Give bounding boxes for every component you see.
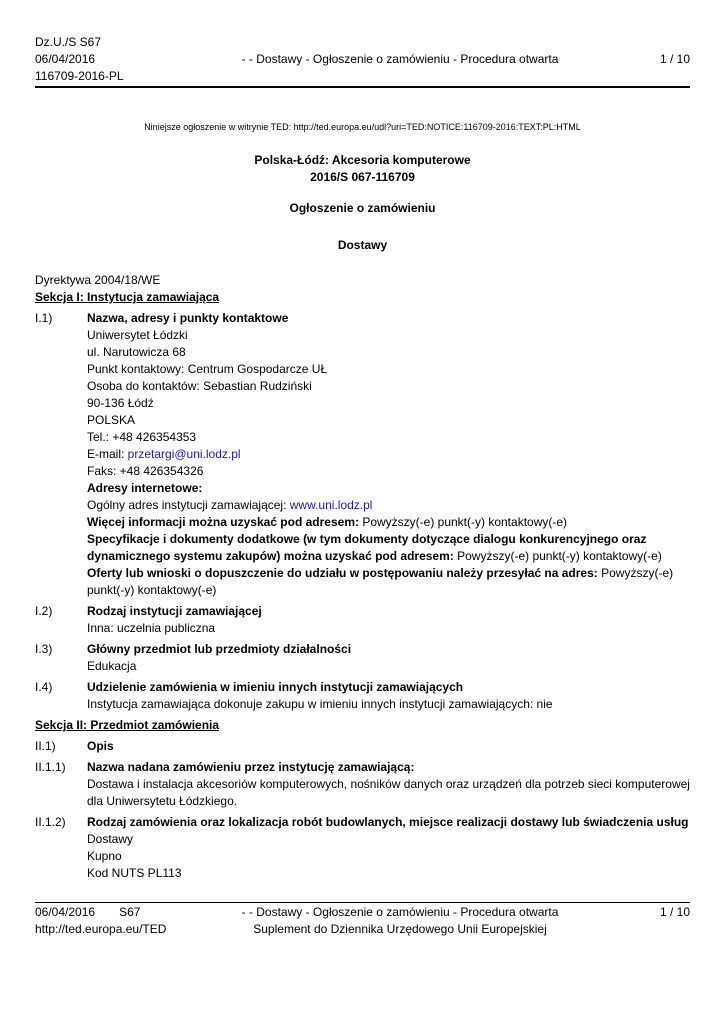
section-i2-number: I.2): [35, 604, 53, 618]
general-address-line: [87, 497, 690, 514]
fax: Faks: +48 426354326: [87, 464, 204, 478]
email-label: E-mail:: [87, 447, 128, 461]
header-left: [35, 34, 124, 85]
offers-value: Powyższy(-e) punkt(-y) kontaktowy(-e): [87, 566, 674, 597]
footer-center: [225, 904, 575, 938]
header-page-number: 1 / 10: [659, 52, 690, 66]
header-notice-number: 116709-2016-PL: [35, 69, 124, 83]
email-line: [87, 446, 690, 463]
section-ii11-number: II.1.1): [35, 760, 66, 774]
section-i2-title: Rodzaj instytucji zamawiającej: [87, 604, 262, 618]
section-ii1-number: II.1): [35, 739, 56, 753]
section-ii12-subtype: Kupno: [87, 849, 122, 863]
section-ii12-title: Rodzaj zamówienia oraz lokalizacja robót budowlanych, miejsce realizacji dostawy lub świadczenia usług: [87, 815, 689, 829]
specs-value: Powyższy(-e) punkt(-y) kontaktowy(-e): [453, 549, 662, 563]
offers-line: [87, 565, 690, 599]
footer-title: - - Dostawy - Ogłoszenie o zamówieniu - Procedura otwarta: [241, 905, 559, 919]
postal-city: 90-136 Łódź: [87, 396, 154, 410]
title-line-2: 2016/S 067-116709: [310, 170, 415, 184]
offers-label: Oferty lub wnioski o dopuszczenie do udziału w postępowaniu należy przesyłać na adres:: [87, 566, 598, 580]
section-ii11: [35, 759, 690, 810]
email-link[interactable]: przetargi@uni.lodz.pl: [127, 447, 241, 461]
general-address-link[interactable]: www.uni.lodz.pl: [289, 498, 373, 512]
section-ii12-type: Dostawy: [87, 832, 134, 846]
general-address-label: Ogólny adres instytucji zamawiającej:: [87, 498, 290, 512]
section-i4: [35, 679, 690, 713]
section-ii11-title: Nazwa nadana zamówieniu przez instytucję zamawiającą:: [87, 760, 415, 774]
header-ref: Dz.U./S S67: [35, 35, 102, 49]
section-i2-value: Inna: uczelnia publiczna: [87, 621, 216, 635]
telephone: Tel.: +48 426354353: [87, 430, 197, 444]
page-footer: [35, 902, 690, 942]
section-ii12-nuts: Kod NUTS PL113: [87, 866, 182, 880]
country: POLSKA: [87, 413, 136, 427]
footer-url[interactable]: http://ted.europa.eu/TED: [35, 922, 167, 936]
header-title: - - Dostawy - Ogłoszenie o zamówieniu - Procedura otwarta: [241, 52, 559, 66]
footer-supplement: Suplement do Dziennika Urzędowego Unii Europejskiej: [253, 922, 547, 936]
footer-ref: S67: [119, 905, 141, 919]
section-ii11-value: Dostawa i instalacja akcesoriów komputerowych, nośników danych oraz urządzeń dla potrzeb sieci komputerowej dla Uniwersytetu Łódzkiego.: [87, 777, 690, 808]
section-i4-number: I.4): [35, 680, 53, 694]
section-i4-value: Instytucja zamawiająca dokonuje zakupu w imieniu innych instytucji zamawiających: nie: [87, 697, 553, 711]
section-i4-title: Udzielenie zamówienia w imieniu innych instytucji zamawiających: [87, 680, 464, 694]
section-i3-title: Główny przedmiot lub przedmioty działalności: [87, 642, 352, 656]
footer-date: 06/04/2016: [35, 905, 96, 919]
specs-label: Specyfikacje i dokumenty dodatkowe (w tym dokumenty dotyczące dialogu konkurencyjnego oraz dynamicznego systemu zakupów) można uzyskać pod adresem:: [87, 532, 647, 563]
contact-point: Punkt kontaktowy: Centrum Gospodarcze UŁ: [87, 362, 328, 376]
contract-type: Dostawy: [337, 238, 388, 252]
section-i1-title: Nazwa, adresy i punkty kontaktowe: [87, 311, 289, 325]
section-ii12: [35, 814, 690, 882]
section-i3-value: Edukacja: [87, 659, 137, 673]
footer-divider: [35, 902, 690, 903]
more-info-line: [87, 514, 690, 531]
page-header: [35, 34, 690, 86]
section-ii12-number: II.1.2): [35, 815, 66, 829]
more-info-value: Powyższy(-e) punkt(-y) kontaktowy(-e): [358, 515, 568, 529]
notice-type: Ogłoszenie o zamówieniu: [289, 201, 436, 215]
section-ii1: [35, 738, 690, 755]
more-info-label: Więcej informacji można uzyskać pod adresem:: [87, 515, 359, 529]
authority-name: Uniwersytet Łódzki: [87, 328, 188, 342]
specs-line: [87, 531, 690, 565]
footer-left: [35, 904, 166, 938]
section-i1-number: I.1): [35, 311, 53, 325]
directive: Dyrektywa 2004/18/WE: [35, 273, 161, 287]
header-date: 06/04/2016: [35, 52, 96, 66]
footer-page-number: 1 / 10: [659, 905, 690, 919]
section-i1: [35, 310, 690, 599]
section-1-heading: Sekcja I: Instytucja zamawiająca: [35, 290, 220, 304]
section-i3-number: I.3): [35, 642, 53, 656]
contact-person: Osoba do kontaktów: Sebastian Rudziński: [87, 379, 312, 393]
header-divider: [35, 86, 690, 88]
title-line-1: Polska-Łódź: Akcesoria komputerowe: [254, 153, 471, 167]
section-i3: [35, 641, 690, 675]
section-2-heading: Sekcja II: Przedmiot zamówienia: [35, 718, 220, 732]
document-body: [35, 272, 690, 882]
ted-notice-link[interactable]: Niniejsze ogłoszenie w witrynie TED: http://ted.europa.eu/udl?uri=TED:NOTICE:116709-2016:TEXT:PL:HTML: [144, 122, 581, 132]
section-i2: [35, 603, 690, 637]
internet-addresses-heading: Adresy internetowe:: [87, 481, 203, 495]
authority-street: ul. Narutowicza 68: [87, 345, 186, 359]
section-ii1-title: Opis: [87, 739, 114, 753]
document-title: [0, 152, 725, 186]
